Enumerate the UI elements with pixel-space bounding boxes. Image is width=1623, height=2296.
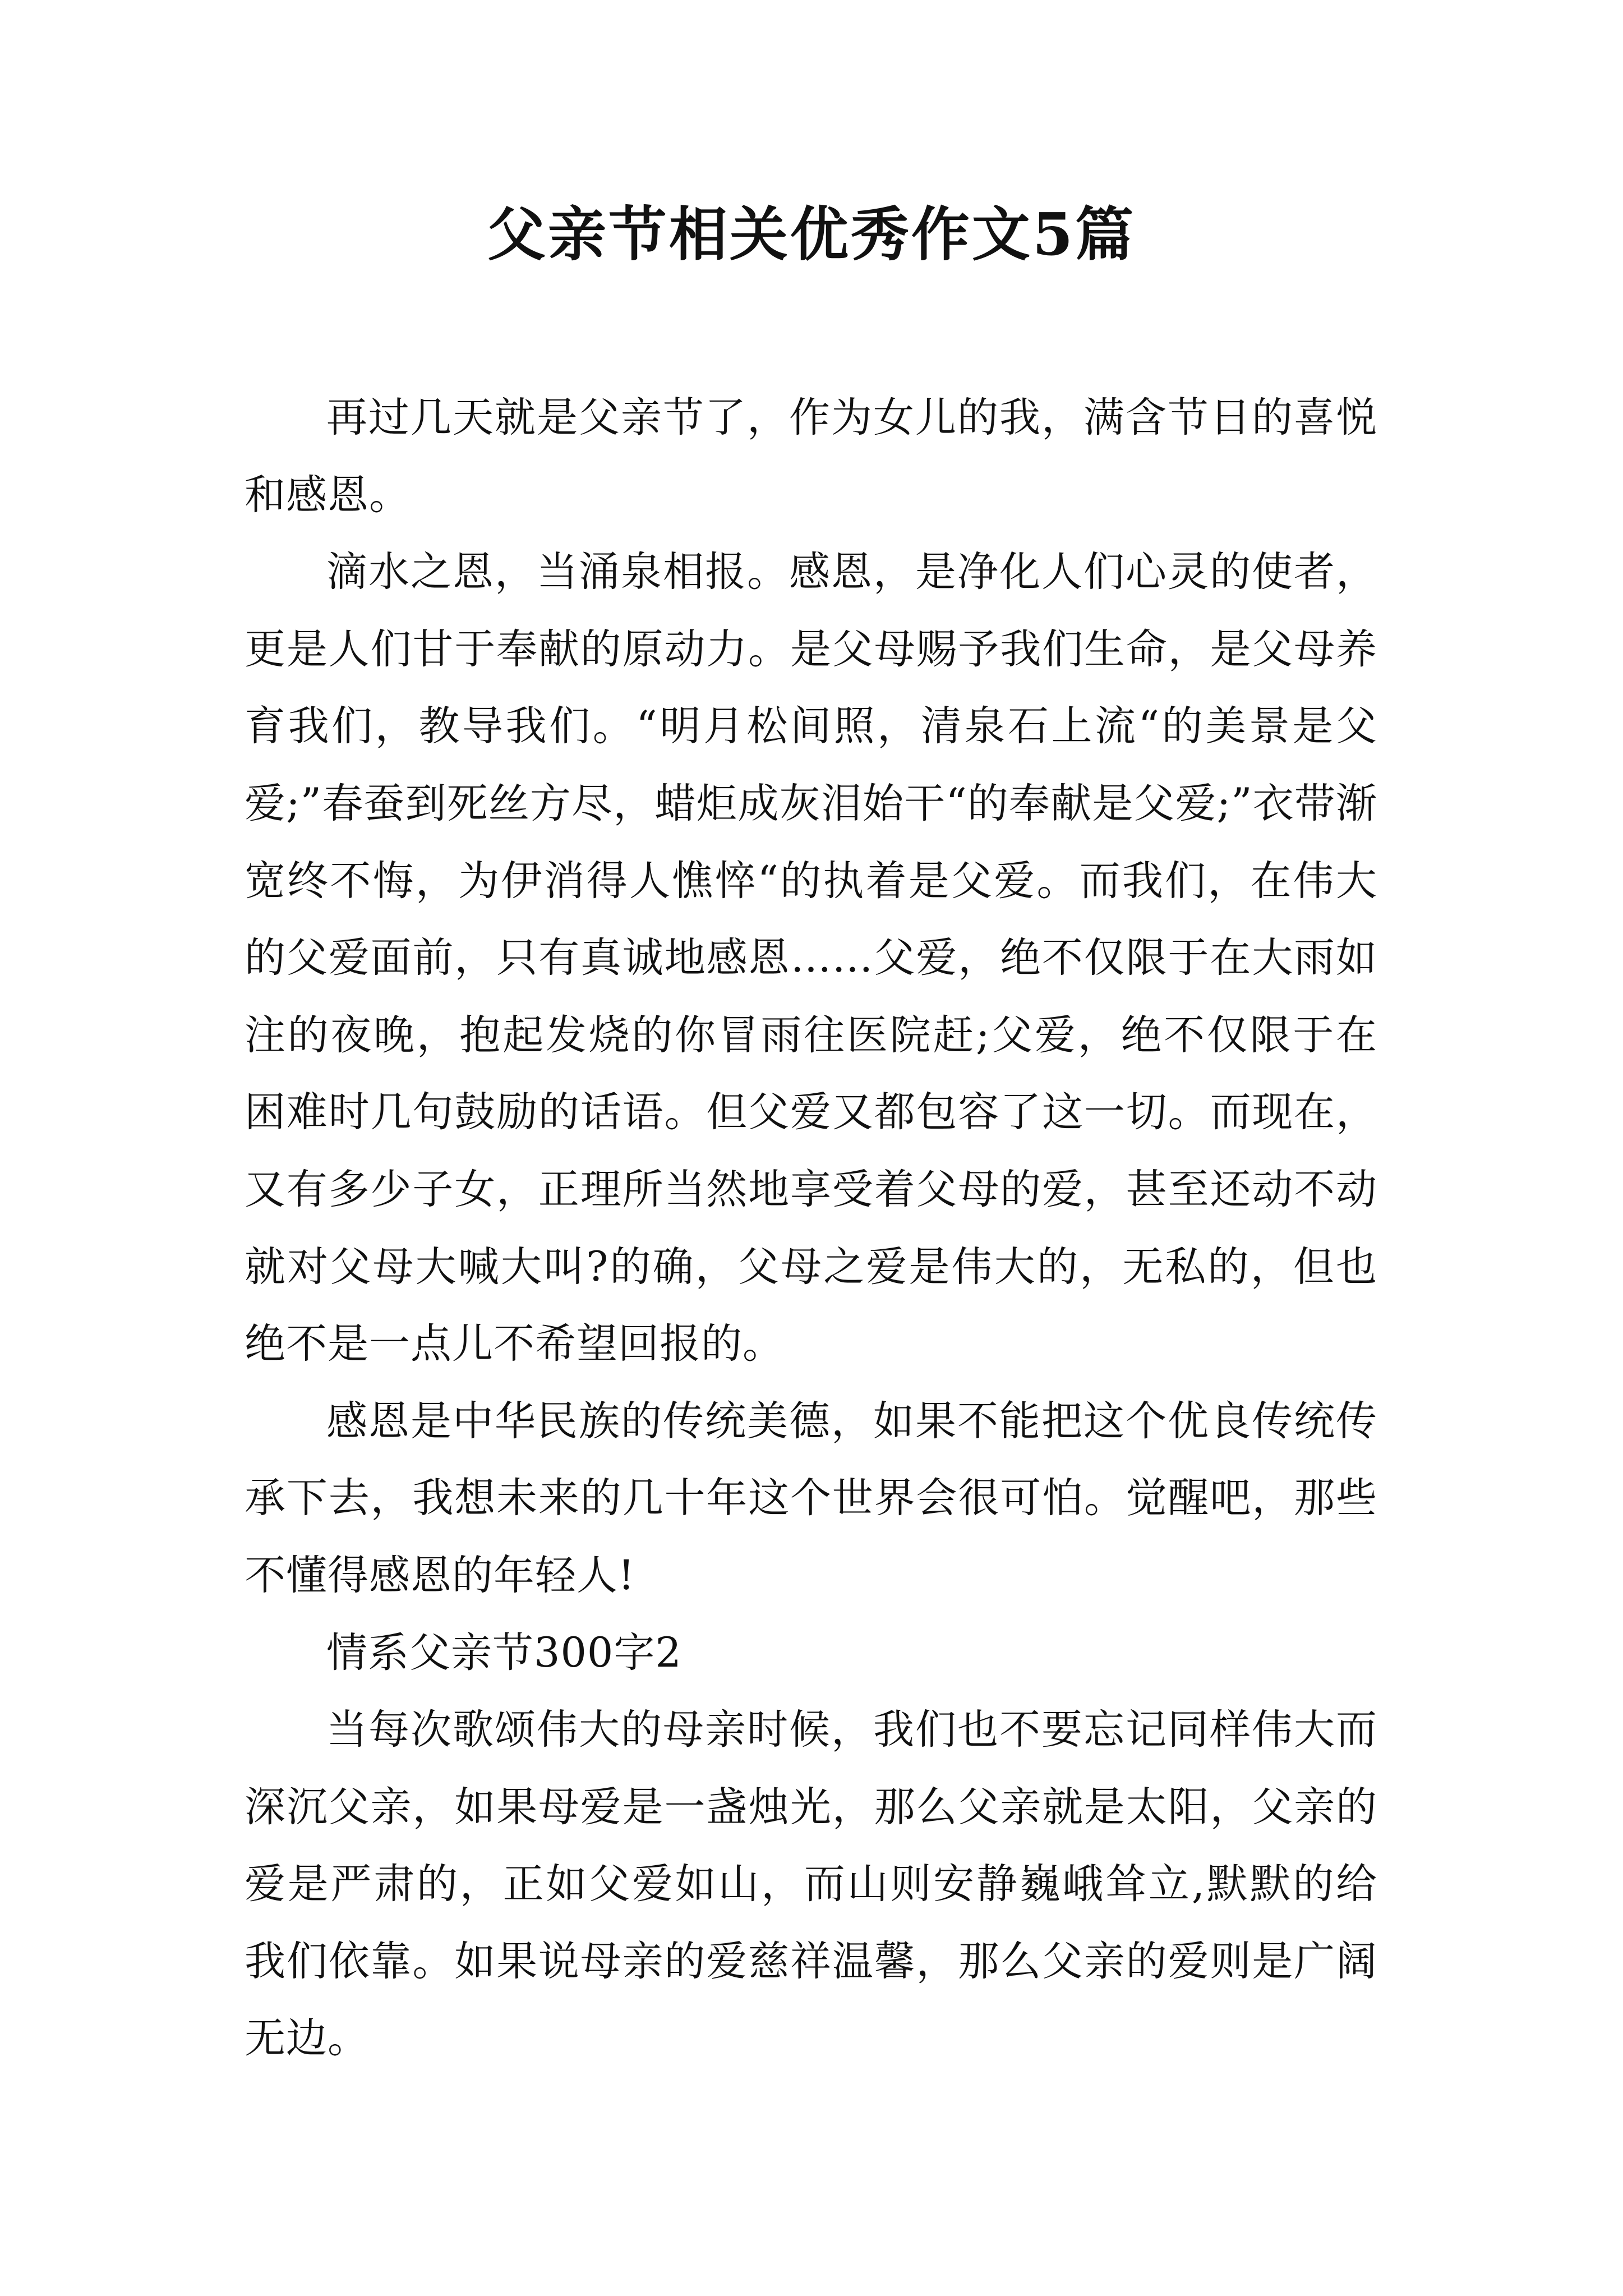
paragraph: 感恩是中华民族的传统美德，如果不能把这个优良传统传承下去，我想未来的几十年这个世界会很可怕。觉醒吧，那些不懂得感恩的年轻人! [245,1397,1377,1599]
paragraph: 当每次歌颂伟大的母亲时候，我们也不要忘记同样伟大而深沉父亲，如果母爱是一盏烛光，那么父亲就是太阳，父亲的爱是严肃的，正如父爱如山，而山则安静巍峨耸立,默默的给我们依靠。如果说母亲的爱慈祥温馨，那么父亲的爱则是广阔无边。 [245,1706,1377,2063]
section-heading: 情系父亲节300字2 [326,1628,682,1677]
paragraph: 再过几天就是父亲节了，作为女儿的我，满含节日的喜悦和感恩。 [245,394,1377,519]
document-title: 父亲节相关优秀作文5篇 [487,200,1136,269]
paragraph: 滴水之恩，当涌泉相报。感恩，是净化人们心灵的使者，更是人们甘于奉献的原动力。是父母赐予我们生命，是父母养育我们，教导我们。“明月松间照，清泉石上流“的美景是父爱;”春蚕到死丝方尽，蜡炬成灰泪始干“的奉献是父爱;”衣带渐宽终不悔，为伊消得人憔悴“的执着是父爱。而我们，在伟大的父爱面前，只有真诚地感恩……父爱，绝不仅限于在大雨如注的夜晚，抱起发烧的你冒雨往医院赶;父爱，绝不仅限于在困难时几句鼓励的话语。但父爱又都包容了这一切。而现在，又有多少子女，正理所当然地享受着父母的爱，甚至还动不动就对父母大喊大叫?的确，父母之爱是伟大的，无私的，但也绝不是一点儿不希望回报的。 [245,548,1377,1368]
document-body [245,379,1377,2077]
